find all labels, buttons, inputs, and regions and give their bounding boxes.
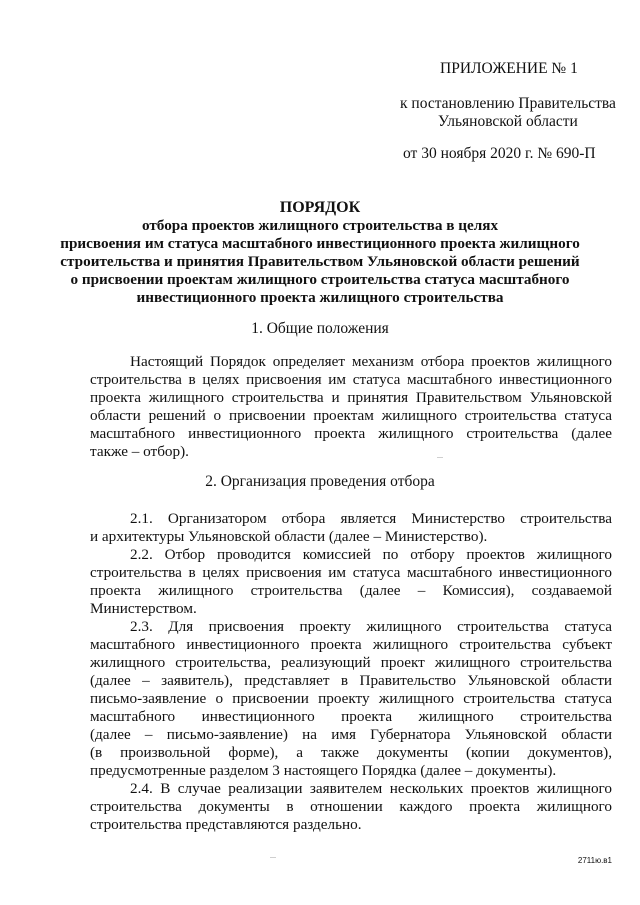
paragraph-2-1 bbox=[90, 510, 612, 546]
resolution-reference-line2: Ульяновской области bbox=[438, 113, 578, 130]
paragraph-line: строительства в целях присвоения им статуса масштабного инвестиционного bbox=[90, 564, 612, 581]
title-line: строительства и принятия Правительством Ульяновской области решений bbox=[60, 253, 580, 270]
paragraph-line: проекта жилищного строительства и принятия Правительством Ульяновской bbox=[90, 389, 612, 406]
paragraph-line: 2.4. В случае реализации заявителем нескольких проектов жилищного bbox=[130, 780, 612, 797]
paragraph-line: строительства представляются раздельно. bbox=[90, 816, 362, 833]
paragraph-line: предусмотренные разделом 3 настоящего Порядка (далее – документы). bbox=[90, 762, 557, 779]
paragraph-line: (далее – заявитель), представляет в Правительство Ульяновской области bbox=[90, 672, 612, 689]
paragraph-line: 2.1. Организатором отбора является Министерство строительства bbox=[130, 510, 612, 527]
paragraph-line: масштабного инвестиционного проекта жилищного строительства (далее bbox=[90, 425, 612, 442]
paragraph-line: области решений о присвоении проектам жилищного строительства статуса bbox=[90, 407, 612, 424]
resolution-reference-line1: к постановлению Правительства bbox=[400, 95, 616, 112]
title-line: присвоения им статуса масштабного инвестиционного проекта жилищного bbox=[60, 235, 580, 252]
paragraph-2-4 bbox=[90, 780, 612, 834]
paragraph-line: 2.3. Для присвоения проекту жилищного строительства статуса bbox=[130, 618, 612, 635]
paragraph-line: масштабного инвестиционного проекта жилищного строительства субъект bbox=[90, 636, 612, 653]
title-line: инвестиционного проекта жилищного строительства bbox=[136, 289, 504, 306]
paragraph-2-2 bbox=[90, 546, 612, 618]
document-title: ПОРЯДОК bbox=[279, 199, 361, 216]
scan-speck bbox=[270, 857, 276, 858]
appendix-label: ПРИЛОЖЕНИЕ № 1 bbox=[440, 60, 578, 77]
section-1-paragraph bbox=[90, 353, 612, 461]
title-line: о присвоении проектам жилищного строительства статуса масштабного bbox=[70, 271, 570, 288]
paragraph-line: 2.2. Отбор проводится комиссией по отбору проектов жилищного bbox=[130, 546, 612, 563]
paragraph-line: также – отбор). bbox=[90, 443, 189, 460]
paragraph-line: и архитектуры Ульяновской области (далее – Министерство). bbox=[90, 528, 488, 545]
document-code: 2711ю.в1 bbox=[577, 856, 612, 865]
paragraph-line: (в произвольной форме), а также документы (копии документов), bbox=[90, 744, 612, 761]
paragraph-line: (далее – письмо-заявление) на имя Губернатора Ульяновской области bbox=[90, 726, 612, 743]
paragraph-line: письмо-заявление о присвоении проекту жилищного строительства статуса bbox=[90, 690, 612, 707]
paragraph-line: жилищного строительства, реализующий проект жилищного строительства bbox=[90, 654, 612, 671]
paragraph-line: Настоящий Порядок определяет механизм отбора проектов жилищного bbox=[130, 353, 612, 370]
scan-speck bbox=[437, 457, 443, 458]
paragraph-2-3 bbox=[90, 618, 612, 780]
section-2-heading: 2. Организация проведения отбора bbox=[205, 473, 435, 490]
paragraph-line: проекта жилищного строительства (далее – Комиссия), создаваемой bbox=[90, 582, 612, 599]
paragraph-line: строительства документы в отношении каждого проекта жилищного bbox=[90, 798, 612, 815]
section-1-heading: 1. Общие положения bbox=[251, 320, 389, 337]
paragraph-line: Министерством. bbox=[90, 600, 197, 617]
paragraph-line: масштабного инвестиционного проекта жилищного строительства bbox=[90, 708, 612, 725]
paragraph-line: строительства в целях присвоения им статуса масштабного инвестиционного bbox=[90, 371, 612, 388]
resolution-date: от 30 ноября 2020 г. № 690-П bbox=[403, 145, 596, 162]
title-line: отбора проектов жилищного строительства в целях bbox=[141, 217, 499, 234]
